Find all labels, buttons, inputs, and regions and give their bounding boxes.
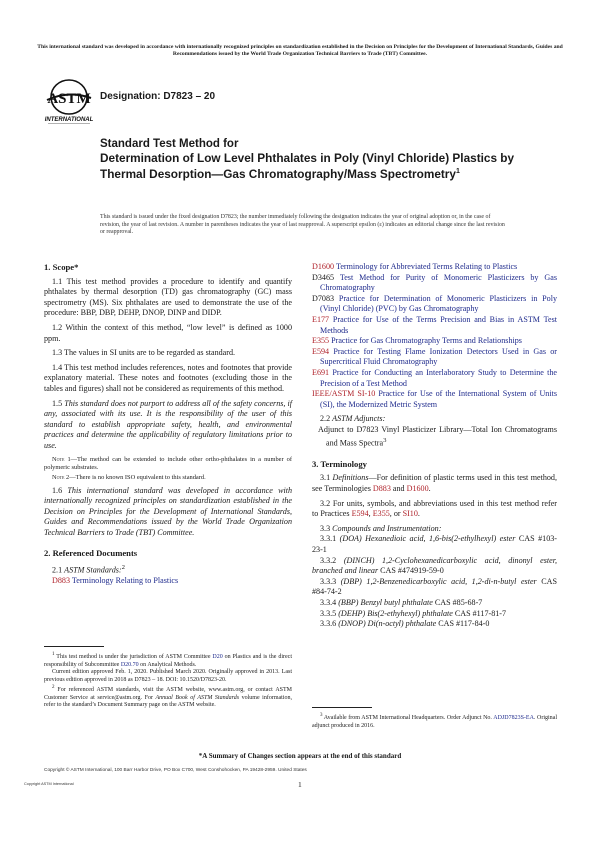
copyright-line: Copyright © ASTM International, 100 Barr Harbor Drive, PO Box C700, West Conshohocken, PA 19428-2959. United States bbox=[44, 768, 307, 773]
astm-logo-icon bbox=[44, 78, 94, 126]
footnote-1-edition: Current edition approved Feb. 1, 2020. Published March 2020. Originally approved in 2013. Last previous edition approved in 2018 as D7823 – 18. DOI: 10.1520/D7823-20. bbox=[44, 669, 292, 683]
para-3-3: 3.3 Compounds and Instrumentation: bbox=[320, 523, 442, 533]
para-1-2: 1.2 Within the context of this method, “low level” is defined as 1000 ppm. bbox=[44, 322, 292, 343]
title-footnote-marker[interactable]: 1 bbox=[455, 168, 460, 175]
adjunct-order-link[interactable]: ADJD7823S-EA bbox=[493, 715, 534, 721]
compound-3-3-5: 3.3.5 (DEHP) Bis(2-ethyhexyl) phthalate CAS #117-81-7 bbox=[320, 608, 507, 618]
subcommittee-d20-70-link[interactable]: D20.70 bbox=[120, 661, 139, 668]
footnote-3: $^3$ Available from ASTM International Headquarters. Order Adjunct No. ADJD7823S-EA. Original adjunct produced in 2016. bbox=[312, 713, 558, 729]
link-si10[interactable]: SI10 bbox=[402, 509, 418, 519]
right-column bbox=[312, 262, 557, 630]
astm-standards-label: ASTM Standards: bbox=[64, 565, 122, 575]
note-text: —There is no known ISO equivalent to this standard. bbox=[69, 473, 206, 481]
para-number: 1.6 bbox=[52, 485, 68, 495]
left-column bbox=[44, 262, 292, 587]
link-d1600[interactable]: D1600 bbox=[406, 483, 429, 493]
section-heading-terminology: 3. Terminology bbox=[312, 458, 367, 469]
safety-statement: This standard does not purport to address all of the safety concerns, if any, associated with its use. It is the responsibility of the user of this standard to establish appropriate safety, health, and environmental practices and determine the applicability of regulatory limitations prior to use. bbox=[44, 398, 292, 450]
ref-item-e355[interactable] bbox=[312, 336, 557, 347]
ref-code[interactable]: E177 bbox=[312, 314, 330, 324]
footnote-divider bbox=[312, 707, 372, 708]
ref-code[interactable]: E691 bbox=[312, 367, 330, 377]
left-footnotes bbox=[44, 646, 292, 710]
ref-code: D7083 bbox=[312, 293, 335, 303]
ref-title[interactable]: Practice for Use of the Terms Precision and Bias in ASTM Test Methods bbox=[320, 314, 557, 335]
ref-code: D3465 bbox=[312, 272, 335, 282]
link-e594[interactable]: E594 bbox=[351, 509, 369, 519]
footnote-marker-3[interactable]: 3 bbox=[383, 436, 387, 444]
ref-item-e177[interactable] bbox=[312, 315, 557, 336]
ref-code[interactable]: E594 bbox=[312, 346, 330, 356]
compound-3-3-6: 3.3.6 (DNOP) Di(n-octyl) phthalate CAS #117-84-0 bbox=[320, 619, 490, 629]
document-title bbox=[100, 151, 520, 181]
ref-code[interactable]: D1600 bbox=[312, 262, 335, 271]
ref-item-si10[interactable] bbox=[312, 389, 557, 410]
ref-code[interactable]: D883 bbox=[52, 576, 70, 586]
wto-notice: This international standard was developed in accordance with internationally recognized principles on standardization established in the Decision on Principles for the Development of International Standards, Guides and Recommendations issued by the World Trade Organization Technical Barriers to Trade (TBT) Committee. bbox=[37, 44, 563, 57]
page-number: 1 bbox=[298, 780, 302, 789]
note-label: Note 2 bbox=[52, 473, 70, 481]
section-heading-scope: 1. Scope* bbox=[44, 262, 79, 272]
note-label: Note 1 bbox=[52, 455, 71, 463]
ref-title[interactable]: Terminology for Abbreviated Terms Relating to Plastics bbox=[335, 262, 518, 271]
ref-item-d7083 bbox=[312, 294, 557, 315]
para-2-2: 2.2 ASTM Adjuncts: bbox=[320, 414, 386, 424]
link-e355[interactable]: E355 bbox=[372, 509, 390, 519]
title-text: Determination of Low Level Phthalates in Poly (Vinyl Chloride) Plastics by Thermal Desorption—Gas Chromatography/Mass Spectrometry bbox=[100, 151, 515, 181]
footnote-2: $^2$ For referenced ASTM standards, visit the ASTM website, www.astm.org, or contact ASTM Customer Service at service@astm.org. For Annual Book of ASTM Standards volume information, refer to the standard’s Document Summary page on the ASTM website. bbox=[44, 685, 293, 708]
ref-item-e691[interactable] bbox=[312, 368, 557, 389]
compound-3-3-2: 3.3.2 (DINCH) 1,2-Cyclohexanedicarboxylic acid, dinonyl ester, branched and linear CAS #474919-59-0 bbox=[312, 555, 557, 576]
compound-3-3-3: 3.3.3 (DBP) 1,2-Benzenedicarboxylic acid, 1,2-di-n-butyl ester CAS #84-74-2 bbox=[312, 576, 557, 597]
note-2 bbox=[44, 474, 292, 482]
wto-statement: This international standard was developed in accordance with internationally recognized principles on standardization established in the Decision on Principles for the Development of International Standards, Guides and Recommendations issued by the World Trade Organization Technical Barriers to Trade (TBT) Committee. bbox=[44, 485, 293, 537]
ref-item-d1600[interactable] bbox=[312, 262, 557, 273]
adjunct-item: Adjunct to D7823 Vinyl Plasticizer Library—Total Ion Chromatograms and Mass Spectra$^3$ bbox=[318, 424, 557, 448]
section-heading-referenced-documents: 2. Referenced Documents bbox=[44, 548, 138, 559]
para-number: 2.1 bbox=[52, 565, 65, 575]
link-d883[interactable]: D883 bbox=[372, 483, 391, 493]
para-1-6 bbox=[44, 486, 292, 539]
ref-title: Test Method for Purity of Monomeric Plasticizers by Gas Chromatography bbox=[320, 272, 557, 293]
astm-logo bbox=[44, 78, 94, 126]
ref-title: Practice for Determination of Monomeric Plasticizers in Poly (Vinyl Chloride) (PVC) by Gas Chromatography bbox=[320, 293, 557, 314]
svg-text:ASTM: ASTM bbox=[47, 91, 91, 107]
para-3-2: 3.2 For units, symbols, and abbreviations used in this test method refer to Practices E594, E355, or SI10. bbox=[312, 498, 557, 519]
para-1-3: 1.3 The values in SI units are to be regarded as standard. bbox=[52, 348, 236, 358]
para-3-1: 3.1 Definitions—For definition of plastic terms used in this test method, see Terminologies D883 and D1600. bbox=[312, 473, 557, 493]
footnote-divider bbox=[44, 646, 104, 647]
committee-d20-link[interactable]: D20 bbox=[212, 654, 223, 660]
ref-title[interactable]: Practice for Use of the International System of Units (SI), the Modernized Metric System bbox=[320, 389, 557, 409]
compound-3-3-4: 3.3.4 (BBP) Benzyl butyl phthalate CAS #85-68-7 bbox=[320, 597, 483, 607]
svg-text:INTERNATIONAL: INTERNATIONAL bbox=[44, 117, 94, 123]
ref-title[interactable]: Practice for Conducting an Interlaboratory Study to Determine the Precision of a Test Method bbox=[320, 367, 557, 388]
para-1-4: 1.4 This test method includes references, notes and footnotes that provide explanatory material. These notes and footnotes (excluding those in the tables and figures) shall not be considered as requirements of this method. bbox=[44, 362, 292, 393]
compound-3-3-1: 3.3.1 (DOA) Hexanedioic acid, 1,6-bis(2-ethylhexyl) ester CAS #103-23-1 bbox=[312, 534, 557, 554]
ref-title[interactable]: Practice for Gas Chromatography Terms and Relationships bbox=[331, 336, 522, 346]
note-text: —The method can be extended to include other ortho-phthalates in a number of polymeric substrates. bbox=[44, 455, 292, 471]
ref-code[interactable]: IEEE/ASTM SI-10 bbox=[312, 389, 376, 399]
copyright-small: Copyright ASTM International bbox=[24, 782, 74, 786]
ref-code[interactable]: E355 bbox=[312, 336, 330, 346]
footnote-marker-2[interactable]: 2 bbox=[121, 564, 125, 572]
ref-item-d3465 bbox=[312, 273, 557, 294]
para-1-1: 1.1 This test method provides a procedure to identify and quantify phthalates by thermal desorption (TD) gas chromatography (GC) mass spectrometry (MS). Six phthalates are used to demonstrate the use of the procedure: BBP, DBP, DEHP, DNOP, DINP and DIDP. bbox=[44, 276, 292, 318]
para-1-5 bbox=[44, 399, 292, 452]
para-2-1 bbox=[44, 563, 292, 576]
ref-title[interactable]: Practice for Testing Flame Ionization Detectors Used in Gas or Supercritical Fluid Chromatography bbox=[320, 346, 558, 367]
para-number: 1.5 bbox=[52, 398, 65, 408]
ref-item-d883[interactable] bbox=[44, 576, 292, 587]
designation: Designation: D7823 – 20 bbox=[100, 91, 216, 102]
footnote-1: $^1$ This test method is under the jurisdiction of ASTM Committee D20 on Plastics and is the direct responsibility of Subcommittee D20.70 on Analytical Methods. bbox=[44, 652, 292, 668]
astm-adjuncts-label: ASTM Adjuncts: bbox=[332, 414, 386, 424]
title-prefix: Standard Test Method for bbox=[100, 138, 239, 150]
summary-of-changes-note: *A Summary of Changes section appears at the end of this standard bbox=[198, 752, 402, 760]
note-1 bbox=[44, 456, 292, 472]
ref-title[interactable]: Terminology Relating to Plastics bbox=[71, 576, 179, 586]
right-footnotes bbox=[312, 707, 557, 730]
issuance-note: This standard is issued under the fixed designation D7823; the number immediately following the designation indicates the year of original adoption or, in the case of revision, the year of last revision. A number in parentheses indicates the year of last reapproval. A superscript epsilon (ε) indicates an editorial change since the last revision or reapproval. bbox=[100, 214, 505, 235]
ref-item-e594[interactable] bbox=[312, 347, 557, 368]
